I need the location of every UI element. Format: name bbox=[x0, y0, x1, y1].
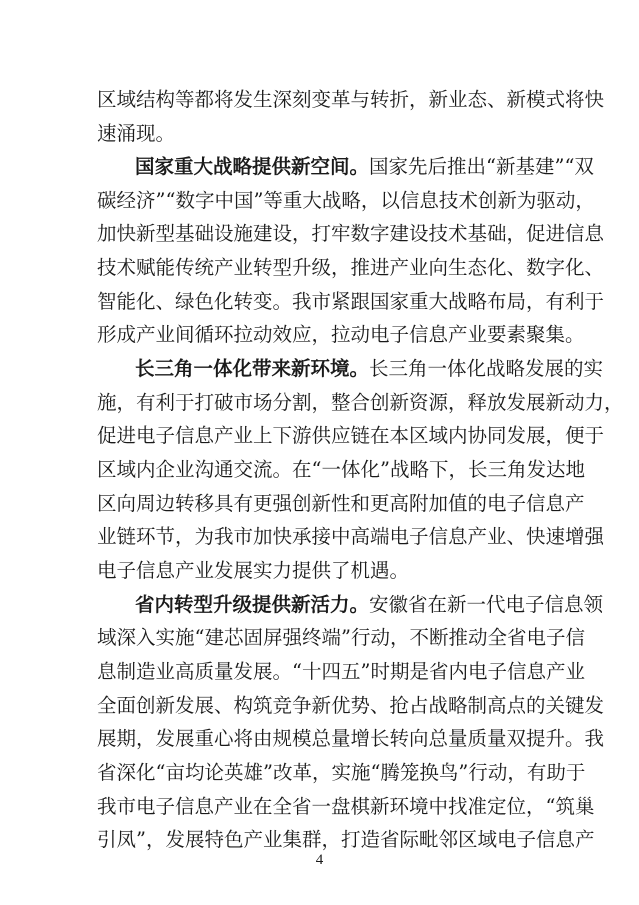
paragraph-heading: 国家重大战略提供新空间。 bbox=[135, 155, 370, 178]
text-span: 安徽省在新一代电子信息领 bbox=[369, 593, 604, 616]
text-line: 引凤”，发展特色产业集群，打造省际毗邻区域电子信息产 bbox=[97, 828, 595, 851]
text-line: 业链环节，为我市加快承接中高端电子信息产业、快速增强 bbox=[97, 525, 605, 548]
text-line: 区域结构等都将发生深刻变革与转折，新业态、新模式将快 bbox=[97, 88, 605, 111]
text-line: 电子信息产业发展实力提供了机遇。 bbox=[97, 559, 410, 582]
text-line: 省深化“亩均论英雄”改革，实施“腾笼换鸟”行动，有助于 bbox=[97, 761, 586, 784]
text-line: 全面创新发展、构筑竞争新优势、抢占战略制高点的关键发 bbox=[97, 694, 605, 717]
text-line: 形成产业间循环拉动效应，拉动电子信息产业要素聚集。 bbox=[97, 323, 585, 346]
text-line bbox=[135, 356, 604, 382]
text-span: 国家先后推出“新基建”“双 bbox=[369, 155, 594, 178]
text-span: 长三角一体化战略发展的实 bbox=[369, 357, 604, 380]
text-line: 息制造业高质量发展。“十四五”时期是省内电子信息产业 bbox=[97, 660, 585, 683]
paragraph-heading: 省内转型升级提供新活力。 bbox=[135, 593, 370, 616]
text-line bbox=[135, 592, 604, 618]
text-line: 施，有利于打破市场分割，整合创新资源，释放发展新动力， bbox=[97, 391, 624, 414]
text-line: 区域内企业沟通交流。在“一体化”战略下，长三角发达地 bbox=[97, 458, 585, 481]
text-line: 我市电子信息产业在全省一盘棋新环境中找准定位，“筑巢 bbox=[97, 795, 595, 818]
paragraph-heading: 长三角一体化带来新环境。 bbox=[135, 357, 370, 380]
text-line: 促进电子信息产业上下游供应链在本区域内协同发展，便于 bbox=[97, 424, 605, 447]
text-line: 展期，发展重心将由规模总量增长转向总量质量双提升。我 bbox=[97, 727, 605, 750]
text-line: 技术赋能传统产业转型升级，推进产业向生态化、数字化、 bbox=[97, 256, 605, 279]
page-number: 4 bbox=[315, 852, 324, 868]
text-line: 加快新型基础设施建设，打牢数字建设技术基础，促进信息 bbox=[97, 222, 605, 245]
text-line: 碳经济”“数字中国”等重大战略，以信息技术创新为驱动， bbox=[97, 189, 595, 212]
text-line: 智能化、绿色化转变。我市紧跟国家重大战略布局，有利于 bbox=[97, 290, 605, 313]
text-line: 区向周边转移具有更强创新性和更高附加值的电子信息产 bbox=[97, 492, 585, 515]
text-line: 速涌现。 bbox=[97, 122, 176, 145]
text-line: 域深入实施“建芯固屏强终端”行动，不断推动全省电子信 bbox=[97, 626, 585, 649]
text-line bbox=[135, 154, 594, 180]
